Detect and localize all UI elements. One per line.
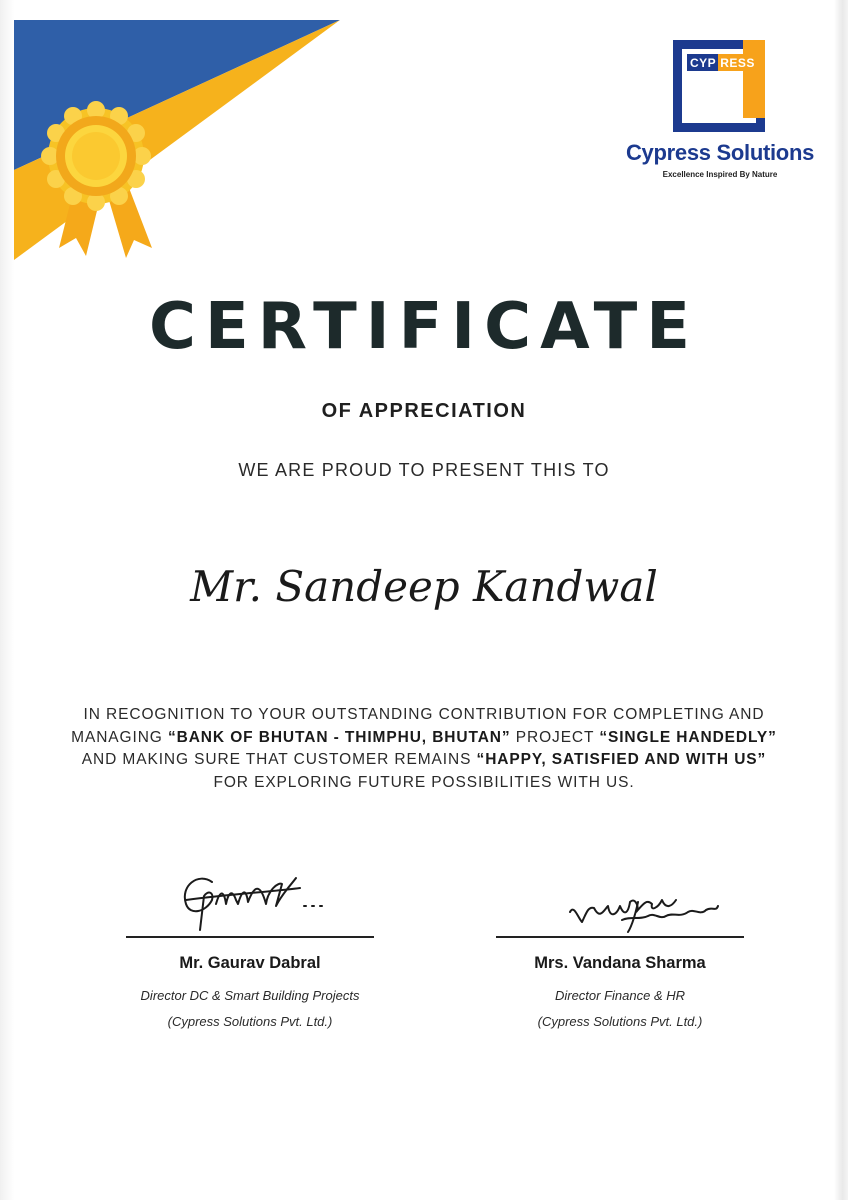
corner-ribbon-decoration — [14, 20, 344, 270]
presentation-line: WE ARE PROUD TO PRESENT THIS TO — [238, 460, 610, 480]
signature-line — [496, 936, 744, 938]
signatory-role: Director Finance & HR — [554, 988, 686, 1003]
signatory-organization: (Cypress Solutions Pvt. Ltd.) — [167, 1014, 333, 1029]
company-logo — [620, 40, 820, 190]
signatory-name: Mrs. Vandana Sharma — [534, 954, 706, 972]
signature-gaurav — [120, 860, 380, 936]
logo-frame — [673, 40, 765, 132]
certificate-title: CERTIFICATE — [149, 290, 699, 364]
signature-line — [126, 936, 374, 938]
signatory-right — [490, 860, 750, 1029]
emphasis-single-handedly: “SINGLE HANDEDLY” — [599, 728, 777, 746]
award-rosette-icon — [41, 101, 152, 258]
recognition-text: IN RECOGNITION TO YOUR OUTSTANDING CONTRIBUTION FOR COMPLETING AND MANAGING “BANK OF BHUTAN - THIMPHU, BHUTAN” PROJECT “SINGLE HANDEDLY” AND MAKING SURE THAT CUSTOMER REMAINS “HAPPY, SATISFIED AND WITH US” FOR EXPLORING FUTURE POSSIBILITIES WITH US. — [71, 706, 777, 791]
signature-vandana — [490, 860, 750, 936]
company-tagline: Excellence Inspired By Nature — [662, 170, 778, 179]
certificate-subtitle: OF APPRECIATION — [321, 400, 527, 422]
signatory-left — [120, 860, 380, 1029]
logo-wordmark: CYP RESS — [687, 54, 759, 71]
signatory-organization: (Cypress Solutions Pvt. Ltd.) — [537, 1014, 703, 1029]
recipient-name: Mr. Sandeep Kandwal — [190, 562, 658, 611]
emphasis-happy-satisfied: “HAPPY, SATISFIED AND WITH US” — [476, 751, 767, 768]
signatory-name: Mr. Gaurav Dabral — [179, 954, 321, 972]
company-name: Cypress Solutions — [625, 140, 815, 165]
signatory-role: Director DC & Smart Building Projects — [140, 988, 360, 1003]
project-name: “BANK OF BHUTAN - THIMPHU, BHUTAN” — [167, 728, 511, 746]
